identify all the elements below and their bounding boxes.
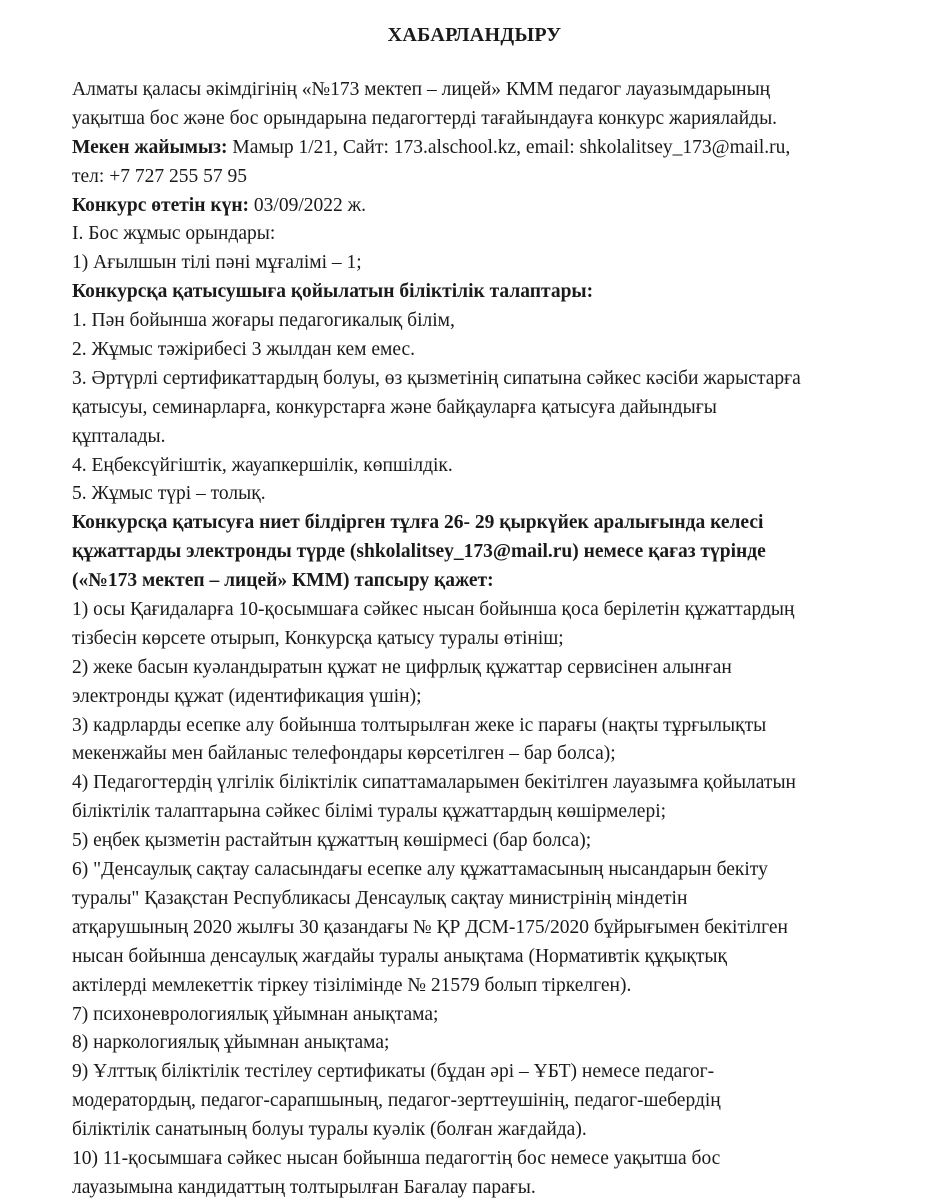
text-segment: 1) Ағылшын тілі пәні мұғалімі – 1; (72, 252, 362, 274)
text-line (72, 1029, 878, 1058)
text-segment: біліктілік санатының болуы туралы куәлік (болған жағдайда). (72, 1119, 587, 1141)
text-segment: 3. Әртүрлі сертификаттардың болуы, өз қызметінің сипатына сәйкес кәсіби жарыстарға (72, 367, 801, 389)
bold-text-segment: құжаттарды электронды түрде (shkolalitsey_173@mail.ru) немесе қағаз түрінде (72, 541, 766, 563)
text-segment: қатысуы, семинарларға, конкурстарға және байқауларға қатысуға дайындығы (72, 396, 717, 418)
text-line (72, 943, 878, 972)
text-segment: актілерді мемлекеттік тіркеу тізілімінде № 21579 болып тіркелген). (72, 974, 632, 996)
text-line (72, 740, 878, 769)
text-line (72, 76, 878, 105)
text-segment: электронды құжат (идентификация үшін); (72, 685, 422, 707)
text-segment: 1) осы Қағидаларға 10-қосымшаға сәйкес нысан бойынша қоса берілетін құжаттардың (72, 599, 795, 621)
text-segment: 10) 11-қосымшаға сәйкес нысан бойынша педагогтің бос немесе уақытша бос (72, 1147, 721, 1169)
document-title: ХАБАРЛАНДЫРУ (387, 24, 562, 46)
text-line (72, 769, 878, 798)
text-line (72, 914, 878, 943)
text-segment: 4) Педагогтердің үлгілік біліктілік сипаттамаларымен бекітілген лауазымға қойылатын (72, 772, 796, 794)
text-segment: мекенжайы мен байланыс телефондары көрсетілген – бар болса); (72, 743, 616, 765)
text-line (72, 1087, 878, 1116)
text-line (72, 596, 878, 625)
text-line (72, 278, 878, 307)
text-segment: Мамыр 1/21, Сайт: 173.alschool.kz, email: shkolalitsey_173@mail.ru, (227, 136, 791, 158)
text-line (72, 220, 878, 249)
text-line (72, 654, 878, 683)
text-line (72, 827, 878, 856)
text-line (72, 336, 878, 365)
text-line (72, 163, 878, 192)
text-line (72, 1145, 878, 1174)
text-segment: туралы" Қазақстан Республикасы Денсаулық сақтау министрінің міндетін (72, 887, 688, 909)
text-line (72, 307, 878, 336)
text-line (72, 365, 878, 394)
text-segment: 5. Жұмыс түрі – толық. (72, 483, 266, 505)
text-segment: 03/09/2022 ж. (249, 194, 366, 216)
bold-text-segment: Конкурсқа қатысуға ниет білдірген тұлға 26- 29 қыркүйек аралығында келесі (72, 512, 764, 534)
document-body (72, 76, 878, 1203)
bold-text-segment: («№173 мектеп – лицей» КММ) тапсыру қажет: (72, 570, 494, 592)
text-line (72, 192, 878, 221)
text-segment: 3) кадрларды есепке алу бойынша толтырылған жеке іс парағы (нақты тұрғылықты (72, 714, 767, 736)
bold-text-segment: Конкурсқа қатысушыға қойылатын біліктілік талаптары: (72, 281, 594, 303)
text-line (72, 105, 878, 134)
text-segment: 6) "Денсаулық сақтау саласындағы есепке алу құжаттамасының нысандарын бекіту (72, 859, 768, 881)
text-segment: біліктілік талаптарына сәйкес білімі туралы құжаттардың көшірмелері; (72, 801, 667, 823)
text-segment: уақытша бос және бос орындарына педагогтерді тағайындауға конкурс жариялайды. (72, 107, 778, 129)
text-line (72, 423, 878, 452)
text-segment: тізбесін көрсете отырып, Конкурсқа қатысу туралы өтініш; (72, 627, 564, 649)
text-segment: лауазымына кандидаттың толтырылған Бағалау парағы. (72, 1176, 536, 1198)
text-segment: 1. Пән бойынша жоғары педагогикалық білім, (72, 310, 455, 332)
text-segment: 7) психоневрологиялық ұйымнан анықтама; (72, 1003, 439, 1025)
text-segment: 9) Ұлттық біліктілік тестілеу сертификаты (бұдан әрі – ҰБТ) немесе педагог- (72, 1061, 715, 1083)
text-segment: І. Бос жұмыс орындары: (72, 223, 276, 245)
text-line (72, 1058, 878, 1087)
text-segment: құпталады. (72, 425, 166, 447)
text-line (72, 1001, 878, 1030)
text-line (72, 567, 878, 596)
text-line (72, 798, 878, 827)
text-segment: 8) наркологиялық ұйымнан анықтама; (72, 1032, 390, 1054)
text-line (72, 509, 878, 538)
text-segment: Алматы қаласы әкімдігінің «№173 мектеп – лицей» КММ педагог лауазымдарының (72, 79, 771, 100)
text-line (72, 538, 878, 567)
text-segment: модератордың, педагог-сарапшының, педагог-зерттеушінің, педагог-шебердің (72, 1090, 721, 1112)
text-segment: 4. Еңбексүйгіштік, жауапкершілік, көпшілдік. (72, 454, 453, 476)
text-line (72, 972, 878, 1001)
text-line (72, 134, 878, 163)
text-line (72, 1174, 878, 1203)
text-segment: 2) жеке басын куәландыратын құжат не цифрлық құжаттар сервисінен алынған (72, 656, 732, 678)
text-line (72, 394, 878, 423)
text-line (72, 1116, 878, 1145)
text-line (72, 856, 878, 885)
bold-text-segment: Мекен жайымыз: (72, 136, 228, 158)
text-line (72, 683, 878, 712)
text-line (72, 249, 878, 278)
text-line (72, 625, 878, 654)
text-segment: нысан бойынша денсаулық жағдайы туралы анықтама (Нормативтік құқықтық (72, 945, 727, 967)
text-line (72, 712, 878, 741)
text-segment: тел: +7 727 255 57 95 (72, 165, 247, 187)
bold-text-segment: Конкурс өтетін күн: (72, 194, 250, 216)
text-line (72, 480, 878, 509)
text-segment: атқарушының 2020 жылғы 30 қазандағы № ҚР ДСМ-175/2020 бұйрығымен бекітілген (72, 916, 788, 938)
text-line (72, 885, 878, 914)
text-segment: 2. Жұмыс тәжірибесі 3 жылдан кем емес. (72, 339, 416, 361)
text-line (72, 452, 878, 481)
text-segment: 5) еңбек қызметін растайтын құжаттың көшірмесі (бар болса); (72, 830, 592, 852)
